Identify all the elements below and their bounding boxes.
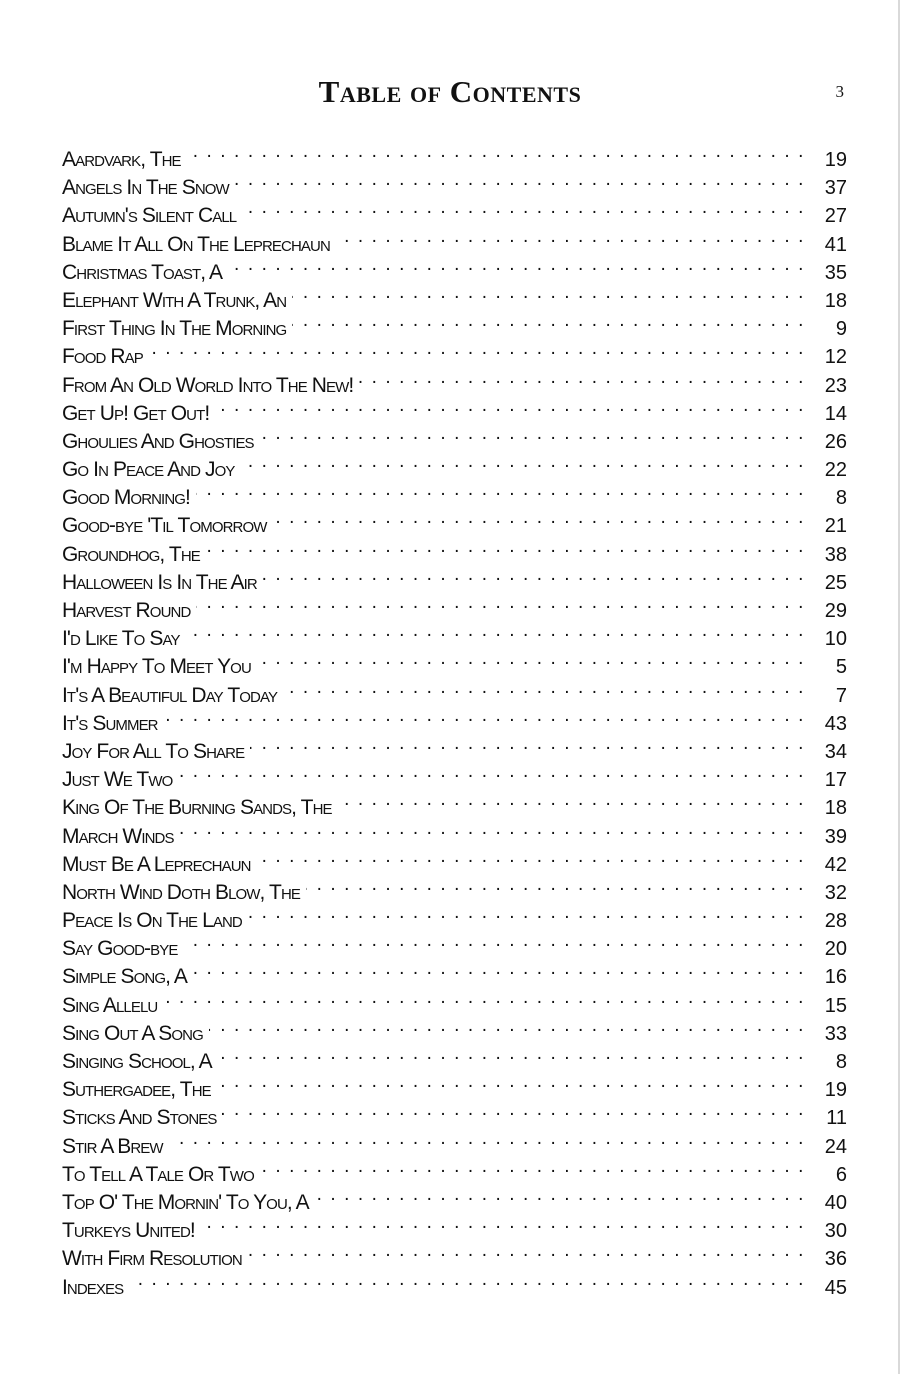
toc-entry <box>62 1266 847 1299</box>
toc-entry-title: Just We Two <box>62 766 178 794</box>
toc-entry <box>62 1012 847 1045</box>
toc-entry-page: 42 <box>824 853 847 876</box>
toc-entry-page: 22 <box>824 459 847 482</box>
toc-entry <box>62 138 847 171</box>
table-of-contents-list <box>62 138 847 1299</box>
toc-entry-page: 10 <box>824 628 847 651</box>
toc-entry-page: 30 <box>824 1220 847 1243</box>
toc-entry-title: Top O' The Mornin' To You, A <box>62 1189 315 1217</box>
toc-entry <box>62 702 847 735</box>
toc-dot-leader <box>257 843 805 871</box>
toc-dot-leader <box>235 166 805 194</box>
toc-dot-leader <box>292 307 805 335</box>
toc-dot-leader <box>273 504 806 532</box>
toc-entry-page: 45 <box>824 1276 847 1299</box>
toc-dot-leader <box>129 1266 805 1294</box>
toc-entry-title: Suthergadee, The <box>62 1076 217 1104</box>
toc-entry-title: Food Rap <box>62 343 149 371</box>
toc-dot-leader <box>315 1181 805 1209</box>
toc-entry-page: 37 <box>824 177 847 200</box>
toc-entry-page: 23 <box>824 374 847 397</box>
toc-dot-leader <box>186 617 805 645</box>
toc-entry-title: Sing Out A Song <box>62 1020 209 1048</box>
toc-entry-title: Must Be A Leprechaun <box>62 851 257 879</box>
toc-entry <box>62 843 847 876</box>
toc-entry-title: Blame It All On The Leprechaun <box>62 231 336 259</box>
toc-entry-title: From An Old World Into The New! <box>62 372 359 400</box>
toc-entry-page: 7 <box>835 684 847 707</box>
toc-entry-page: 34 <box>824 740 847 763</box>
toc-dot-leader <box>163 984 805 1012</box>
toc-dot-leader <box>248 899 805 927</box>
toc-entry-title: Go In Peace And Joy <box>62 456 240 484</box>
toc-dot-leader <box>263 561 805 589</box>
toc-dot-leader <box>257 645 805 673</box>
toc-entry-title: Autumn's Silent Call <box>62 202 242 230</box>
toc-entry-title: To Tell A Tale Or Two <box>62 1161 260 1189</box>
toc-entry-page: 11 <box>826 1107 847 1130</box>
toc-entry-page: 32 <box>824 881 847 904</box>
toc-dot-leader <box>196 589 805 617</box>
toc-dot-leader <box>217 1068 805 1096</box>
toc-entry <box>62 815 847 848</box>
toc-entry-page: 12 <box>824 346 847 369</box>
toc-entry-title: Get Up! Get Out! <box>62 400 215 428</box>
toc-dot-leader <box>242 194 805 222</box>
toc-dot-leader <box>292 279 805 307</box>
page-title: Table of Contents <box>318 74 582 109</box>
toc-entry-title: Good-bye 'Til Tomorrow <box>62 512 273 540</box>
toc-entry <box>62 1125 847 1158</box>
toc-entry-title: Sticks And Stones <box>62 1104 222 1132</box>
toc-dot-leader <box>164 702 805 730</box>
page-number: 3 <box>835 82 844 101</box>
toc-dot-leader <box>222 1096 805 1124</box>
toc-entry-page: 14 <box>824 402 847 425</box>
toc-entry-page: 26 <box>824 430 847 453</box>
toc-entry-title: It's Summer <box>62 710 164 738</box>
toc-dot-leader <box>215 392 805 420</box>
toc-dot-leader <box>218 1040 805 1068</box>
toc-entry-page: 35 <box>824 261 847 284</box>
toc-entry-page: 25 <box>824 571 847 594</box>
toc-entry-page: 5 <box>835 656 847 679</box>
toc-dot-leader <box>228 251 805 279</box>
toc-entry-title: I'd Like To Say <box>62 625 186 653</box>
toc-dot-leader <box>260 420 805 448</box>
toc-entry <box>62 758 847 792</box>
toc-entry-page: 16 <box>824 966 847 989</box>
toc-dot-leader <box>196 476 805 504</box>
toc-dot-leader <box>180 815 805 843</box>
toc-entry-page: 38 <box>824 543 847 566</box>
toc-dot-leader <box>338 786 805 814</box>
toc-entry-page: 8 <box>835 487 847 510</box>
toc-entry-title: Indexes <box>62 1274 129 1302</box>
toc-entry-title: Christmas Toast, A <box>62 259 228 287</box>
toc-entry-page: 8 <box>835 1051 847 1073</box>
toc-entry-title: Ghoulies And Ghosties <box>62 428 260 456</box>
toc-entry-title: Halloween Is In The Air <box>62 569 263 597</box>
toc-dot-leader <box>240 448 805 476</box>
toc-entry-page: 39 <box>824 825 847 848</box>
toc-entry-title: Good Morning! <box>62 484 196 512</box>
toc-entry-page: 43 <box>824 712 847 735</box>
toc-entry <box>62 1153 847 1186</box>
toc-dot-leader <box>206 533 805 561</box>
toc-entry-title: Groundhog, The <box>62 541 206 569</box>
toc-entry-page: 29 <box>824 600 847 622</box>
toc-entry-title: Peace Is On The Land <box>62 907 248 935</box>
toc-entry-page: 33 <box>824 1022 847 1045</box>
toc-dot-leader <box>193 955 805 983</box>
toc-entry-title: It's A Beautiful Day Today <box>62 682 283 710</box>
toc-entry <box>62 786 847 820</box>
toc-entry-title: I'm Happy To Meet You <box>62 653 257 681</box>
toc-dot-leader <box>178 758 805 786</box>
toc-dot-leader <box>250 730 805 758</box>
toc-entry-title: Elephant With A Trunk, An <box>62 287 292 315</box>
toc-dot-leader <box>183 927 805 955</box>
toc-entry <box>62 364 847 397</box>
toc-dot-leader <box>283 674 805 702</box>
toc-entry-title: Angels In The Snow <box>62 174 235 202</box>
toc-dot-leader <box>306 871 805 899</box>
toc-dot-leader <box>260 1153 805 1181</box>
toc-entry-title: Say Good-bye <box>62 935 183 963</box>
toc-dot-leader <box>359 364 805 392</box>
toc-entry-page: 15 <box>824 994 847 1017</box>
toc-dot-leader <box>248 1237 805 1265</box>
toc-entry-title: Aardvark, The <box>62 146 187 174</box>
toc-dot-leader <box>169 1125 805 1153</box>
toc-entry-page: 6 <box>835 1163 847 1186</box>
toc-entry-title: First Thing In The Morning <box>62 315 292 343</box>
toc-dot-leader <box>209 1012 805 1040</box>
toc-dot-leader <box>336 223 805 251</box>
toc-entry-title: Stir A Brew <box>62 1133 169 1161</box>
toc-entry-page: 19 <box>824 1079 847 1102</box>
toc-entry-title: North Wind Doth Blow, The <box>62 879 306 907</box>
toc-entry-page: 21 <box>824 515 847 538</box>
toc-entry-page: 27 <box>824 205 847 228</box>
toc-entry-page: 18 <box>824 797 847 820</box>
toc-entry-page: 18 <box>824 289 847 312</box>
toc-entry-page: 19 <box>824 149 847 171</box>
toc-entry <box>62 984 847 1017</box>
toc-entry-title: Harvest Round <box>62 597 196 625</box>
toc-entry-page: 17 <box>824 769 847 792</box>
toc-entry-title: Simple Song, A <box>62 963 193 991</box>
toc-entry-page: 20 <box>824 938 847 961</box>
toc-entry-page: 28 <box>824 910 847 933</box>
toc-entry-page: 41 <box>824 233 847 256</box>
toc-entry-title: Singing School, A <box>62 1048 218 1076</box>
toc-dot-leader <box>149 335 805 363</box>
toc-dot-leader <box>187 138 805 166</box>
toc-entry-title: Turkeys United! <box>62 1217 201 1245</box>
toc-entry-page: 36 <box>824 1248 847 1271</box>
toc-dot-leader <box>201 1209 805 1237</box>
toc-entry <box>62 335 847 369</box>
toc-entry-title: Joy For All To Share <box>62 738 250 766</box>
toc-entry-title: With Firm Resolution <box>62 1245 248 1273</box>
toc-entry-page: 40 <box>824 1191 847 1214</box>
toc-entry-title: March Winds <box>62 823 180 851</box>
toc-entry-page: 24 <box>824 1135 847 1158</box>
toc-entry <box>62 730 847 763</box>
toc-entry-page: 9 <box>835 318 847 341</box>
toc-entry-title: King Of The Burning Sands, The <box>62 794 338 822</box>
toc-entry-title: Sing Allelu <box>62 992 163 1020</box>
